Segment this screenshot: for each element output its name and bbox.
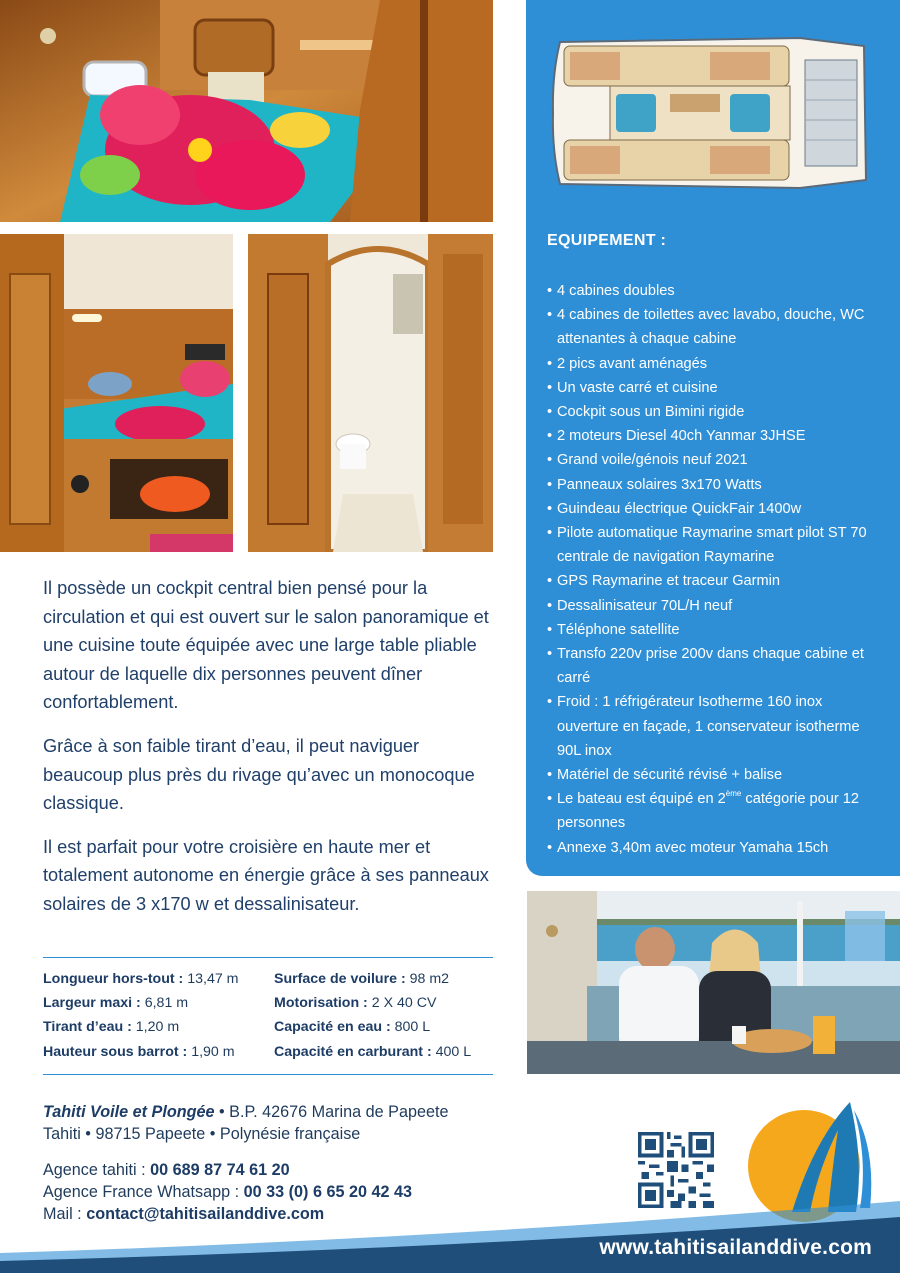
phone-label: Agence tahiti : bbox=[43, 1161, 151, 1179]
spec-label: Largeur maxi : bbox=[43, 995, 141, 1012]
spec-label: Tirant d’eau : bbox=[43, 1019, 132, 1036]
list-item: • Guindeau électrique QuickFair 1400w bbox=[547, 497, 887, 521]
specs-row bbox=[43, 1015, 503, 1039]
specs-row bbox=[43, 967, 503, 991]
list-item: • 4 cabines doubles bbox=[547, 279, 887, 303]
list-item: • Cockpit sous un Bimini rigide bbox=[547, 400, 887, 424]
address-line: • B.P. 42676 Marina de Papeete bbox=[214, 1103, 449, 1121]
spec-value: 6,81 m bbox=[140, 995, 189, 1012]
divider bbox=[43, 1074, 493, 1075]
spec-value: 13,47 m bbox=[183, 971, 239, 987]
intro-paragraph: Il possède un cockpit central bien pensé pour la circulation et qui est ouvert sur le salon panoramique et une cuisine toute équipée avec une large table pliable autour de laquelle dix personnes peuvent dîner confortablement. bbox=[43, 578, 489, 713]
address-line: Tahiti • 98715 Papeete • Polynésie française bbox=[43, 1125, 361, 1143]
list-item: • Pilote automatique Raymarine smart pilot ST 70 centrale de navigation Raymarine bbox=[547, 521, 887, 569]
list-item-text: Le bateau est équipé en 2 bbox=[557, 791, 726, 808]
spec-label: Motorisation : bbox=[274, 995, 368, 1012]
france-whatsapp-link[interactable]: 00 33 (0) 6 65 20 42 43 bbox=[243, 1183, 412, 1201]
spec-label: Longueur hors-tout : bbox=[43, 971, 184, 987]
floor-plan-image bbox=[550, 32, 872, 194]
spec-label: Surface de voilure : bbox=[274, 971, 406, 987]
equipment-title: EQUIPEMENT : bbox=[547, 232, 667, 249]
list-item: • Annexe 3,40m avec moteur Yamaha 15ch bbox=[547, 836, 887, 860]
list-item: • Matériel de sécurité révisé + balise bbox=[547, 763, 887, 787]
cabin-main-photo bbox=[0, 0, 493, 222]
intro-paragraph: Grâce à son faible tirant d’eau, il peut naviguer beaucoup plus près du rivage qu’avec un monocoque classique. bbox=[43, 735, 475, 814]
spec-label: Capacité en carburant : bbox=[274, 1043, 432, 1060]
list-item: • Transfo 220v prise 200v dans chaque cabine et carré bbox=[547, 642, 887, 690]
divider bbox=[43, 957, 493, 958]
mail-label: Mail : bbox=[43, 1205, 87, 1223]
list-item: • Grand voile/génois neuf 2021 bbox=[547, 448, 887, 472]
list-item: • Un vaste carré et cuisine bbox=[547, 376, 887, 400]
list-item: • Téléphone satellite bbox=[547, 618, 887, 642]
specs-row bbox=[43, 991, 503, 1015]
tahiti-phone-link[interactable]: 00 689 87 74 61 20 bbox=[150, 1161, 290, 1179]
spec-value: 800 L bbox=[390, 1019, 431, 1036]
spec-value: 2 X 40 CV bbox=[367, 995, 437, 1012]
spec-label: Hauteur sous barrot : bbox=[43, 1043, 188, 1060]
list-item bbox=[547, 787, 887, 835]
bathroom-photo bbox=[248, 234, 493, 552]
spec-value: 98 m2 bbox=[405, 971, 450, 987]
website-link[interactable]: www.tahitisailanddive.com bbox=[599, 1236, 872, 1259]
intro-paragraph: Il est parfait pour votre croisière en haute mer et totalement autonome en énergie grâce à ses panneaux solaires de 3 x170 w et dessalinisateur. bbox=[43, 836, 489, 914]
phone-label: Agence France Whatsapp : bbox=[43, 1183, 244, 1201]
email-link[interactable]: contact@tahitisailanddive.com bbox=[86, 1205, 325, 1223]
cabin-small-photo bbox=[0, 234, 233, 552]
couple-photo bbox=[527, 891, 900, 1074]
list-item: • 4 cabines de toilettes avec lavabo, douche, WC attenantes à chaque cabine bbox=[547, 303, 887, 351]
list-item: • Dessalinisateur 70L/H neuf bbox=[547, 594, 887, 618]
list-item: • 2 pics avant aménagés bbox=[547, 352, 887, 376]
spec-value: 1,90 m bbox=[187, 1043, 235, 1060]
intro-text bbox=[43, 574, 503, 934]
company-name: Tahiti Voile et Plongée bbox=[43, 1103, 215, 1121]
spec-value: 1,20 m bbox=[131, 1019, 180, 1036]
equipment-list bbox=[547, 279, 887, 860]
spec-label: Capacité en eau : bbox=[274, 1019, 391, 1036]
list-item-text: catégorie pour 12 personnes bbox=[557, 791, 860, 832]
specs-table bbox=[43, 967, 503, 1064]
list-item: • 2 moteurs Diesel 40ch Yanmar 3JHSE bbox=[547, 424, 887, 448]
footer-wave bbox=[0, 1195, 900, 1273]
specs-row bbox=[43, 1040, 503, 1064]
superscript: ème bbox=[725, 789, 742, 799]
list-item: • Panneaux solaires 3x170 Watts bbox=[547, 473, 887, 497]
list-item: • GPS Raymarine et traceur Garmin bbox=[547, 569, 887, 593]
spec-value: 400 L bbox=[431, 1043, 472, 1060]
list-item: • Froid : 1 réfrigérateur Isotherme 160 inox ouverture en façade, 1 conservateur isotherme 90L inox bbox=[547, 690, 887, 763]
